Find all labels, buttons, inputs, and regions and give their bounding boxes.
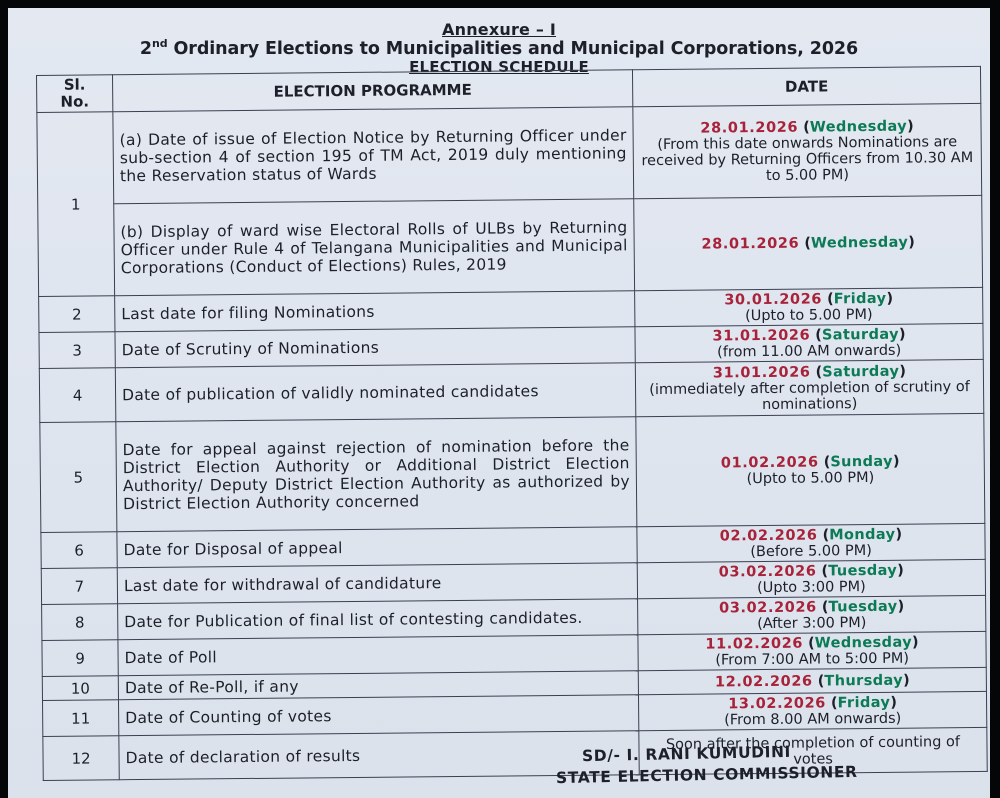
row-date-note: (Upto to 5.00 PM) — [746, 469, 875, 487]
row-sno: 6 — [41, 532, 117, 569]
row-weekday: Saturday — [822, 363, 900, 380]
header-programme: ELECTION PROGRAMME — [113, 70, 633, 112]
paren-close: ) — [908, 234, 915, 251]
row-sno: 4 — [39, 368, 116, 423]
row-date-value: 30.01.2026 — [724, 290, 823, 308]
row-programme: Date of Re-Poll, if any — [118, 671, 638, 700]
paren-close: ) — [911, 634, 919, 651]
row-date-line — [641, 233, 976, 252]
row-programme: Date for appeal against rejection of nomination before the District Election Authority or Additional District Election Authority/ Deputy District Election Authority as authorized by District Election Authority concerned — [116, 417, 637, 532]
row-sno: 7 — [41, 568, 117, 605]
paren-close: ) — [897, 562, 904, 579]
row-date-cell — [638, 631, 986, 670]
row-programme: Last date for withdrawal of candidature — [117, 563, 637, 604]
table-row — [38, 195, 983, 296]
header-sno-line2: No. — [60, 92, 90, 111]
paren-close: ) — [892, 453, 900, 470]
row-date-cell — [635, 359, 984, 416]
row-date-value: 02.02.2026 — [719, 527, 818, 544]
paren-open: ( — [810, 326, 822, 344]
row-programme: Date for Disposal of appeal — [117, 527, 637, 568]
row-sno: 3 — [39, 332, 115, 369]
row-weekday: Monday — [829, 526, 896, 543]
paren-close: ) — [897, 598, 905, 615]
paren-close: ) — [898, 326, 906, 343]
paren-close: ) — [886, 290, 894, 307]
title-ordinal: 2 — [139, 38, 152, 59]
row-date-cell — [637, 559, 985, 598]
row-date-cell — [638, 667, 986, 694]
row-weekday: Wednesday — [809, 118, 908, 136]
document-page — [8, 8, 990, 798]
row-date-value: 31.01.2026 — [712, 327, 811, 345]
table-row — [37, 103, 982, 204]
paren-close: ) — [890, 694, 897, 711]
paren-open: ( — [821, 290, 834, 307]
election-schedule-table — [36, 66, 988, 781]
row-weekday: Wednesday — [810, 234, 909, 252]
row-date-value: 31.01.2026 — [712, 364, 811, 382]
row-sno: 10 — [42, 676, 118, 701]
row-sno: 12 — [43, 736, 119, 781]
row-weekday: Sunday — [830, 453, 894, 470]
paren-open: ( — [810, 363, 823, 381]
header-sno — [37, 75, 113, 113]
row-programme: Date for Publication of final list of contesting candidates. — [118, 599, 638, 640]
paren-open: ( — [798, 119, 810, 136]
title-ordinal-suffix: nd — [152, 37, 168, 50]
paren-close: ) — [899, 363, 906, 380]
row-weekday: Thursday — [824, 672, 904, 689]
paren-open: ( — [818, 453, 831, 471]
table-row — [39, 359, 983, 422]
row-programme: Date of Poll — [118, 635, 638, 676]
row-programme: Last date for filing Nominations — [115, 291, 635, 332]
row-date-value: 03.02.2026 — [718, 563, 817, 580]
row-date-note: (After 3:00 PM) — [757, 614, 867, 632]
header-sno-line1: Sl. — [63, 75, 86, 94]
row-sno: 5 — [40, 422, 117, 533]
row-date-cell — [634, 195, 983, 290]
row-programme: Date of publication of validly nominated candidates — [115, 363, 635, 422]
paren-close: ) — [895, 526, 903, 543]
row-weekday: Tuesday — [828, 598, 898, 615]
row-date-value: 11.02.2026 — [705, 635, 804, 653]
signature-designation: STATE ELECTION COMMISSIONER — [555, 762, 858, 788]
row-sno: 11 — [43, 700, 119, 737]
row-sno: 1 — [37, 112, 115, 297]
row-date-note: (Upto 3:00 PM) — [757, 578, 866, 596]
row-date-value: 12.02.2026 — [714, 673, 813, 691]
paren-open: ( — [816, 598, 829, 616]
row-programme: Date of declaration of results — [119, 731, 639, 780]
paren-open: ( — [799, 235, 811, 252]
paren-open: ( — [816, 562, 829, 580]
row-date-value: 01.02.2026 — [720, 454, 819, 471]
row-date-note: (From this date onwards Nominations are received by Returning Officers from 10.30 AM to 5.00 PM) — [641, 133, 974, 184]
row-programme: (a) Date of issue of Election Notice by Returning Officer under sub-section 4 of section 195 of TM Act, 2019 duly mentioning the Reservation status of Wards — [113, 107, 634, 204]
title-text: Ordinary Elections to Municipalities and Municipal Corporations, 2026 — [167, 38, 859, 59]
row-date-note: (from 11.00 AM onwards) — [717, 342, 902, 360]
row-date-line — [645, 671, 980, 690]
row-date-note: (From 8.00 AM onwards) — [724, 710, 902, 728]
row-weekday: Friday — [837, 694, 891, 711]
row-weekday: Wednesday — [814, 634, 913, 652]
row-weekday: Friday — [833, 290, 887, 307]
document-title — [8, 37, 990, 59]
paren-open: ( — [825, 694, 838, 711]
row-date-note: (From 7:00 AM to 5:00 PM) — [715, 650, 910, 669]
row-weekday: Tuesday — [828, 562, 898, 579]
row-date-value: 28.01.2026 — [701, 235, 800, 253]
paren-open: ( — [802, 635, 815, 652]
paren-open: ( — [812, 672, 825, 690]
row-date-value: 28.01.2026 — [700, 119, 799, 137]
row-sno: 2 — [39, 296, 115, 333]
row-date-value: 03.02.2026 — [719, 599, 817, 616]
row-date-text: Soon after the completion of counting of votes — [665, 733, 961, 768]
row-programme: Date of Scrutiny of Nominations — [115, 327, 635, 368]
row-weekday: Saturday — [821, 326, 899, 343]
header-date: DATE — [632, 66, 980, 106]
row-programme: Date of Counting of votes — [119, 695, 639, 736]
row-sno: 9 — [42, 640, 118, 677]
annexure-label: Annexure – I — [442, 20, 556, 39]
row-date-note: (Before 5.00 PM) — [750, 542, 872, 560]
row-date-value: 13.02.2026 — [728, 694, 827, 712]
table-row — [40, 413, 985, 532]
row-date-cell — [633, 103, 982, 198]
row-date-cell — [637, 523, 985, 562]
row-sno: 8 — [42, 604, 118, 641]
row-date-cell — [636, 413, 985, 526]
row-programme: (b) Display of ward wise Electoral Rolls of ULBs by Returning Officer under Rule 4 of Telangana Municipalities and Municipal Corporations (Conduct of Elections) Rules, 2019 — [114, 199, 635, 296]
row-date-cell — [638, 595, 986, 634]
row-date-cell — [638, 691, 986, 730]
row-date-note: (immediately after completion of scrutiny of nominations) — [649, 378, 970, 413]
paren-open: ( — [817, 526, 830, 544]
signature-name: SD/- I. RANI KUMUDINI — [581, 742, 792, 766]
schedule-subtitle: ELECTION SCHEDULE — [409, 58, 589, 76]
row-date-cell — [635, 323, 983, 362]
paren-close: ) — [906, 118, 914, 135]
row-date-cell — [635, 287, 983, 326]
row-date-note: (Upto to 5.00 PM) — [744, 306, 873, 324]
paren-close: ) — [903, 672, 910, 689]
